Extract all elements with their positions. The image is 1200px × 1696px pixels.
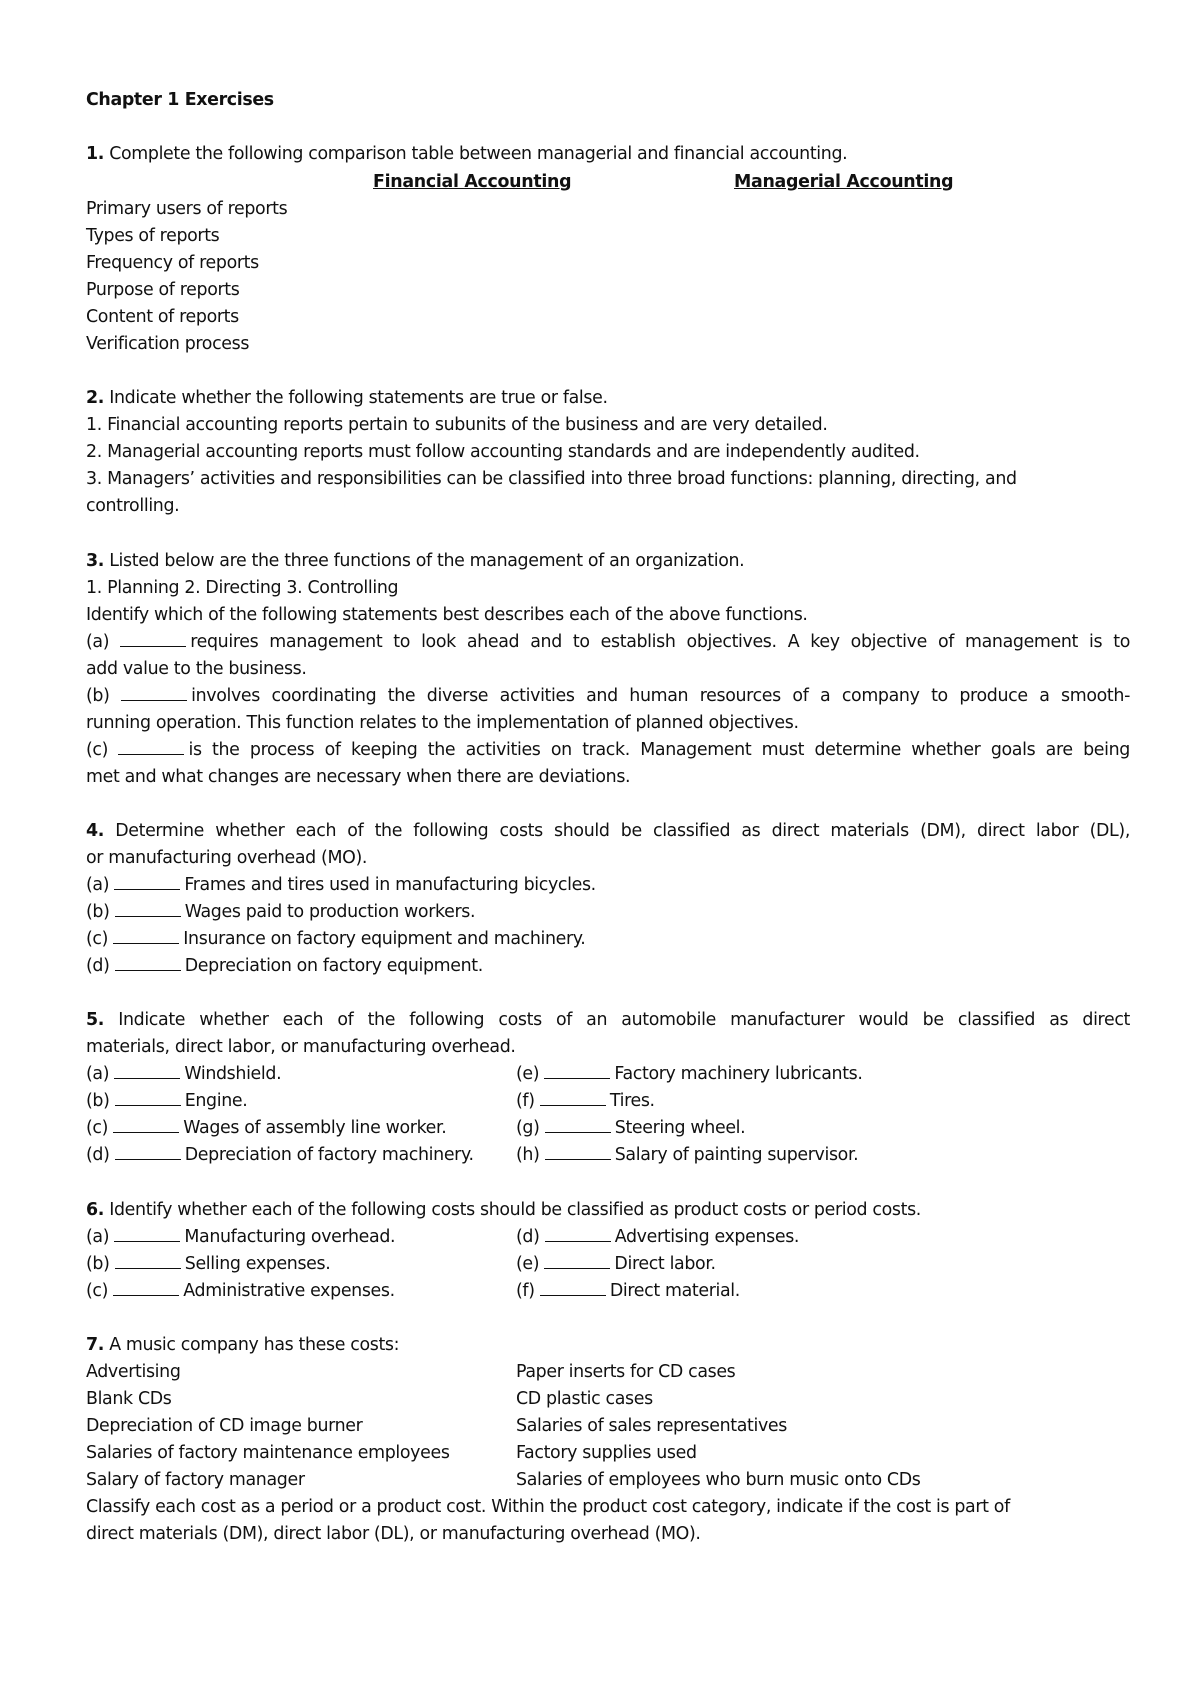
- q7-cost: Blank CDs: [86, 1389, 172, 1409]
- answer-blank[interactable]: [114, 1240, 180, 1242]
- q5-item: (b) Engine.: [86, 1091, 248, 1111]
- q7-cost: Depreciation of CD image burner: [86, 1416, 363, 1436]
- q3-item-a-continued: add value to the business.: [86, 659, 307, 679]
- q7-cost: Salaries of employees who burn music onto CDs: [516, 1470, 921, 1490]
- answer-blank[interactable]: [545, 1240, 611, 1242]
- q7-cost: Salaries of factory maintenance employees: [86, 1443, 450, 1463]
- financial-accounting-header: Financial Accounting: [373, 172, 572, 192]
- answer-blank[interactable]: [121, 699, 187, 701]
- q6-item: (c) Administrative expenses.: [86, 1281, 395, 1301]
- answer-blank[interactable]: [540, 1104, 606, 1106]
- q4-item: (d) Depreciation on factory equipment.: [86, 956, 483, 976]
- q3-functions: 1. Planning 2. Directing 3. Controlling: [86, 578, 399, 598]
- q7-cost: Advertising: [86, 1362, 181, 1382]
- q7-cost: Salaries of sales representatives: [516, 1416, 787, 1436]
- q7-cost: Paper inserts for CD cases: [516, 1362, 736, 1382]
- answer-blank[interactable]: [113, 1131, 179, 1133]
- q2-statement-continued: controlling.: [86, 496, 180, 516]
- q5-item: (e) Factory machinery lubricants.: [516, 1064, 863, 1084]
- q7-instruction: Classify each cost as a period or a product cost. Within the product cost category, indicate if the cost is part of: [86, 1497, 1010, 1517]
- q5-item: (c) Wages of assembly line worker.: [86, 1118, 447, 1138]
- q6-item: (f) Direct material.: [516, 1281, 740, 1301]
- answer-blank[interactable]: [114, 888, 180, 890]
- answer-blank[interactable]: [115, 1158, 181, 1160]
- q1-row: Content of reports: [86, 307, 239, 327]
- q3-item-b-continued: running operation. This function relates to the implementation of planned objectives.: [86, 713, 799, 733]
- answer-blank[interactable]: [544, 1267, 610, 1269]
- q1-prompt: 1. Complete the following comparison table between managerial and financial accounting.: [86, 144, 848, 164]
- q5-item: (g) Steering wheel.: [516, 1118, 746, 1138]
- q5-prompt: 5. Indicate whether each of the following costs of an automobile manufacturer would be classified as direct: [86, 1010, 1130, 1030]
- q3-item-c: (c) is the process of keeping the activities on track. Management must determine whether goals are being: [86, 740, 1130, 760]
- q2-statement: 3. Managers’ activities and responsibilities can be classified into three broad functions: planning, directing, and: [86, 469, 1017, 489]
- q3-instruction: Identify which of the following statements best describes each of the above functions.: [86, 605, 808, 625]
- answer-blank[interactable]: [115, 1104, 181, 1106]
- answer-blank[interactable]: [118, 753, 184, 755]
- q7-cost: Salary of factory manager: [86, 1470, 305, 1490]
- answer-blank[interactable]: [115, 1267, 181, 1269]
- q7-instruction-continued: direct materials (DM), direct labor (DL), or manufacturing overhead (MO).: [86, 1524, 701, 1544]
- q4-prompt-continued: or manufacturing overhead (MO).: [86, 848, 368, 868]
- q6-item: (a) Manufacturing overhead.: [86, 1227, 396, 1247]
- q1-row: Verification process: [86, 334, 250, 354]
- q5-item: (a) Windshield.: [86, 1064, 282, 1084]
- answer-blank[interactable]: [545, 1131, 611, 1133]
- q5-prompt-continued: materials, direct labor, or manufacturing overhead.: [86, 1037, 516, 1057]
- answer-blank[interactable]: [544, 1077, 610, 1079]
- answer-blank[interactable]: [545, 1158, 611, 1160]
- q6-item: (d) Advertising expenses.: [516, 1227, 800, 1247]
- q6-item: (b) Selling expenses.: [86, 1254, 331, 1274]
- q5-item: (d) Depreciation of factory machinery.: [86, 1145, 474, 1165]
- q3-prompt: 3. Listed below are the three functions of the management of an organization.: [86, 551, 745, 571]
- q7-cost: Factory supplies used: [516, 1443, 697, 1463]
- q1-row: Primary users of reports: [86, 199, 288, 219]
- q1-row: Purpose of reports: [86, 280, 240, 300]
- q4-item: (c) Insurance on factory equipment and machinery.: [86, 929, 586, 949]
- q3-item-b: (b) involves coordinating the diverse activities and human resources of a company to produce a smooth-: [86, 686, 1130, 706]
- q1-row: Types of reports: [86, 226, 220, 246]
- answer-blank[interactable]: [115, 969, 181, 971]
- answer-blank[interactable]: [115, 915, 181, 917]
- q4-item: (a) Frames and tires used in manufacturing bicycles.: [86, 875, 596, 895]
- q6-item: (e) Direct labor.: [516, 1254, 716, 1274]
- q4-prompt: 4. Determine whether each of the following costs should be classified as direct materials (DM), direct labor (DL),: [86, 821, 1131, 841]
- q2-statement: 1. Financial accounting reports pertain to subunits of the business and are very detailed.: [86, 415, 828, 435]
- q3-item-a: (a) requires management to look ahead and to establish objectives. A key objective of management is to: [86, 632, 1130, 652]
- answer-blank[interactable]: [114, 1077, 180, 1079]
- answer-blank[interactable]: [120, 645, 186, 647]
- q5-item: (f) Tires.: [516, 1091, 655, 1111]
- q2-prompt: 2. Indicate whether the following statements are true or false.: [86, 388, 608, 408]
- q7-cost: CD plastic cases: [516, 1389, 653, 1409]
- answer-blank[interactable]: [540, 1294, 606, 1296]
- answer-blank[interactable]: [113, 1294, 179, 1296]
- q7-prompt: 7. A music company has these costs:: [86, 1335, 400, 1355]
- q3-item-c-continued: met and what changes are necessary when there are deviations.: [86, 767, 631, 787]
- q5-item: (h) Salary of painting supervisor.: [516, 1145, 859, 1165]
- answer-blank[interactable]: [113, 942, 179, 944]
- q2-statement: 2. Managerial accounting reports must follow accounting standards and are independently audited.: [86, 442, 920, 462]
- q4-item: (b) Wages paid to production workers.: [86, 902, 476, 922]
- q1-row: Frequency of reports: [86, 253, 259, 273]
- q6-prompt: 6. Identify whether each of the following costs should be classified as product costs or period costs.: [86, 1200, 921, 1220]
- managerial-accounting-header: Managerial Accounting: [734, 172, 954, 192]
- page-title: Chapter 1 Exercises: [86, 90, 274, 110]
